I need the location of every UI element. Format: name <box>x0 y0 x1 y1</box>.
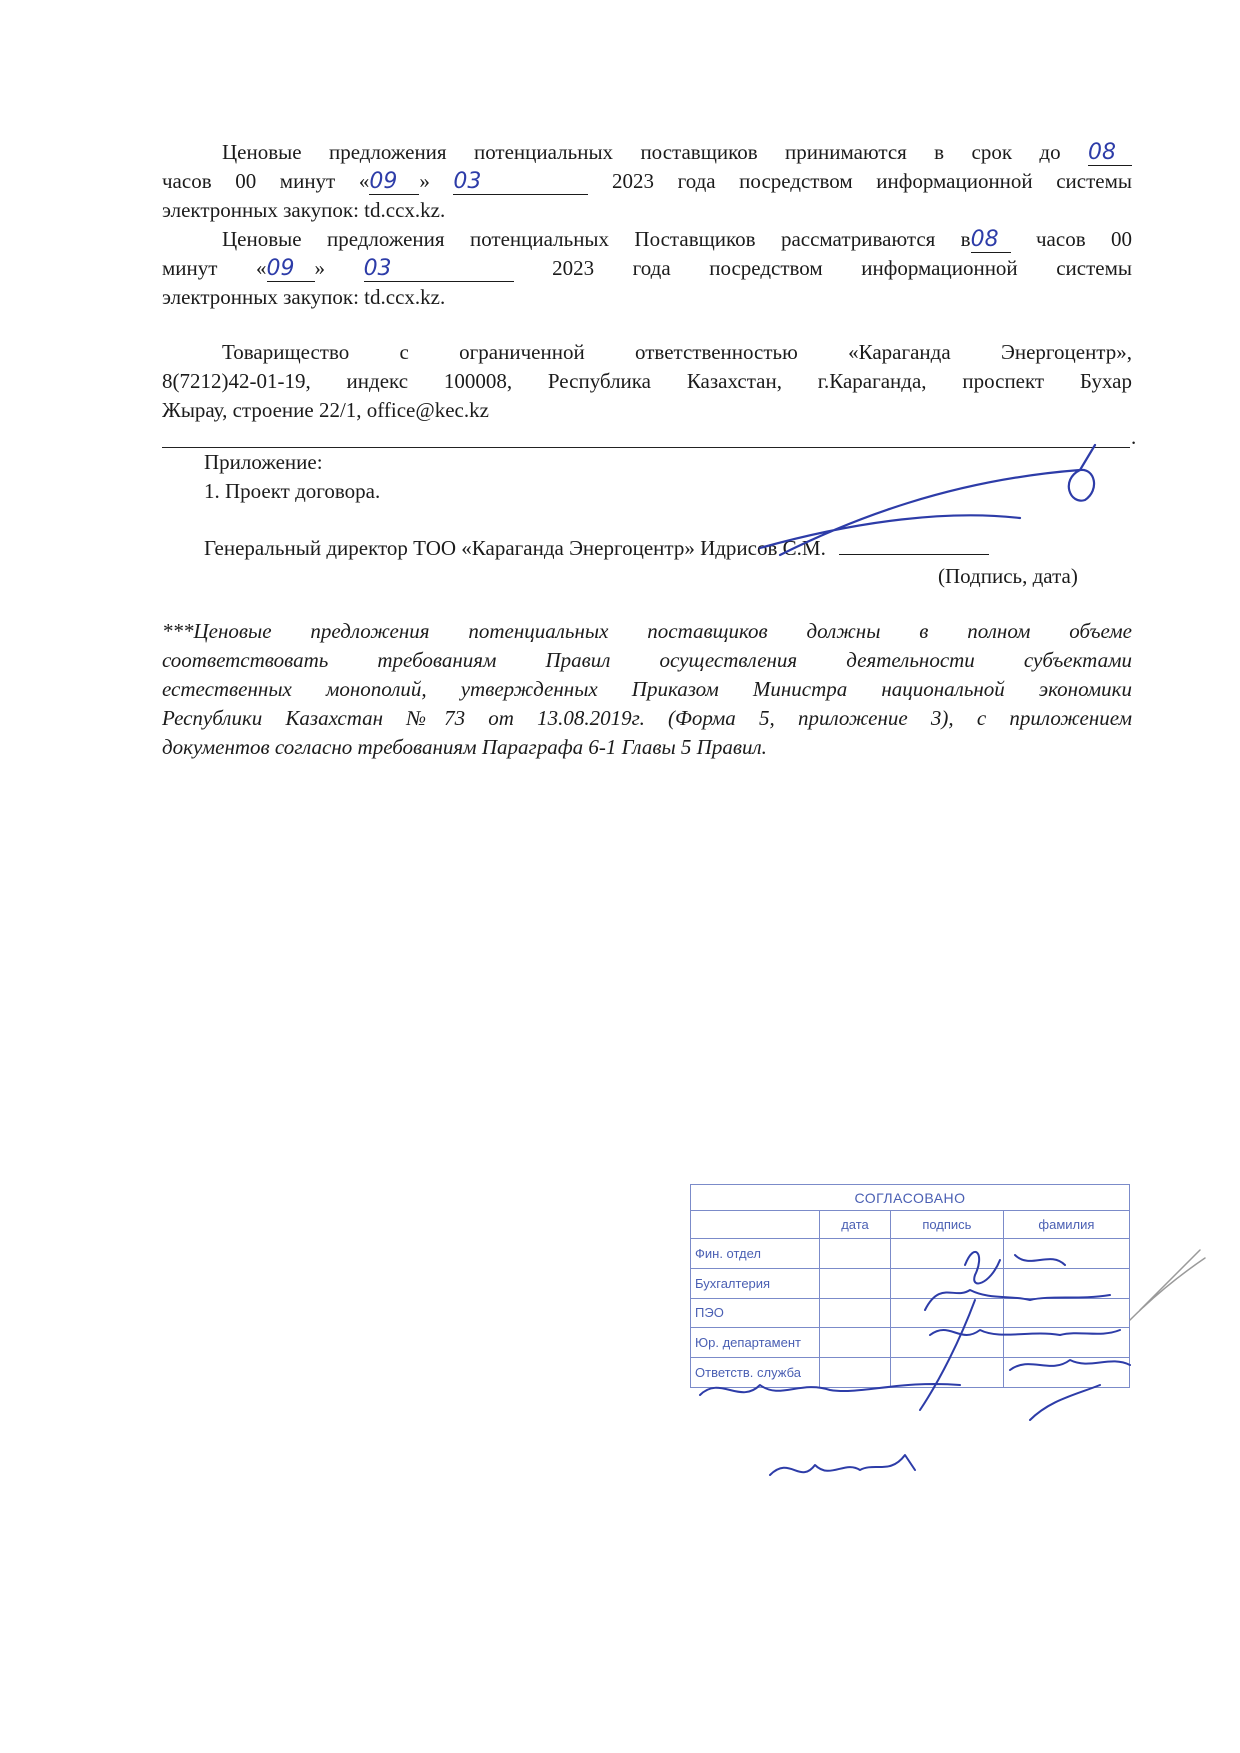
company-line-2: 8(7212)42-01-19, индекс 100008, Республика Казахстан, г.Караганда, проспект Бухар <box>162 369 1132 393</box>
p2-text-c: минут « <box>162 256 267 280</box>
attachment-heading: Приложение: <box>204 450 323 474</box>
company-line-3: Жырау, строение 22/1, office@kec.kz <box>162 398 489 422</box>
stamp-row-label: Фин. отдел <box>691 1239 820 1269</box>
stamp-signature-2 <box>925 1290 1110 1310</box>
stamp-signature-1 <box>965 1252 1065 1284</box>
handwritten-day-1: 09 <box>369 170 419 195</box>
handwritten-month-1: 03 <box>453 170 588 195</box>
director-signature <box>760 445 1095 555</box>
p2-text-a: Ценовые предложения потенциальных Поставщиков рассматриваются в <box>222 227 971 251</box>
note-line-4: Республики Казахстан №73 от 13.08.2019г. (Форма 5, приложение 3), с приложением <box>162 706 1132 730</box>
stamp-row-label: Ответств. служба <box>691 1358 820 1388</box>
ink-strokes <box>700 445 1205 1475</box>
stamp-signature-3 <box>930 1330 1120 1335</box>
signature-caption: (Подпись, дата) <box>938 564 1078 588</box>
stamp-col-surname: фамилия <box>1003 1211 1129 1239</box>
p1-line-3: электронных закупок: td.ccx.kz. <box>162 198 446 222</box>
p2-line-3: электронных закупок: td.ccx.kz. <box>162 285 446 309</box>
stamp-signature-5 <box>700 1300 975 1410</box>
note-line-3: естественных монополий, утвержденных Приказом Министра национальной экономики <box>162 677 1132 701</box>
separator-period: . <box>1131 425 1137 449</box>
p1-text-b: часов 00 минут « <box>162 169 370 193</box>
p1-text-d: 2023 года посредством информационной системы <box>612 169 1133 193</box>
note-line-2: соответствовать требованиям Правил осуществления деятельности субъектами <box>162 648 1132 672</box>
handwritten-hour-2: 08 <box>971 228 1011 253</box>
p2-text-d: » <box>314 256 325 280</box>
attachment-item: 1. Проект договора. <box>204 479 381 503</box>
note-line-1: ***Ценовые предложения потенциальных поставщиков должны в полном объеме <box>162 619 1132 643</box>
handwritten-hour-1: 08 <box>1088 141 1132 166</box>
p1-text-a: Ценовые предложения потенциальных поставщиков принимаются в срок до <box>222 140 1061 164</box>
director-title: Генеральный директор ТОО «Караганда Энергоцентр» Идрисов С.М. <box>204 536 826 560</box>
p2-text-e: 2023 года посредством информационной системы <box>552 256 1132 280</box>
company-line-1: Товарищество с ограниченной ответственностью «Караганда Энергоцентр», <box>222 340 1132 364</box>
gray-scribble <box>1130 1250 1205 1320</box>
stamp-col-date: дата <box>820 1211 891 1239</box>
p2-text-b: часов 00 <box>1036 227 1133 251</box>
handwritten-day-2: 09 <box>267 257 315 282</box>
stamp-row-label: Бухгалтерия <box>691 1268 820 1298</box>
stamp-col-signature: подпись <box>890 1211 1003 1239</box>
stamp-signature-4 <box>1010 1360 1130 1370</box>
note-line-5: документов согласно требованиям Параграфа 6-1 Главы 5 Правил. <box>162 735 767 759</box>
bottom-signature <box>770 1455 915 1475</box>
p1-text-c: » <box>419 169 430 193</box>
stamp-row-label: Юр. департамент <box>691 1328 820 1358</box>
stamp-signature-6 <box>1030 1385 1100 1420</box>
stamp-title: СОГЛАСОВАНО <box>691 1185 1130 1211</box>
stamp-row-label: ПЭО <box>691 1298 820 1328</box>
handwritten-month-2: 03 <box>364 257 514 282</box>
